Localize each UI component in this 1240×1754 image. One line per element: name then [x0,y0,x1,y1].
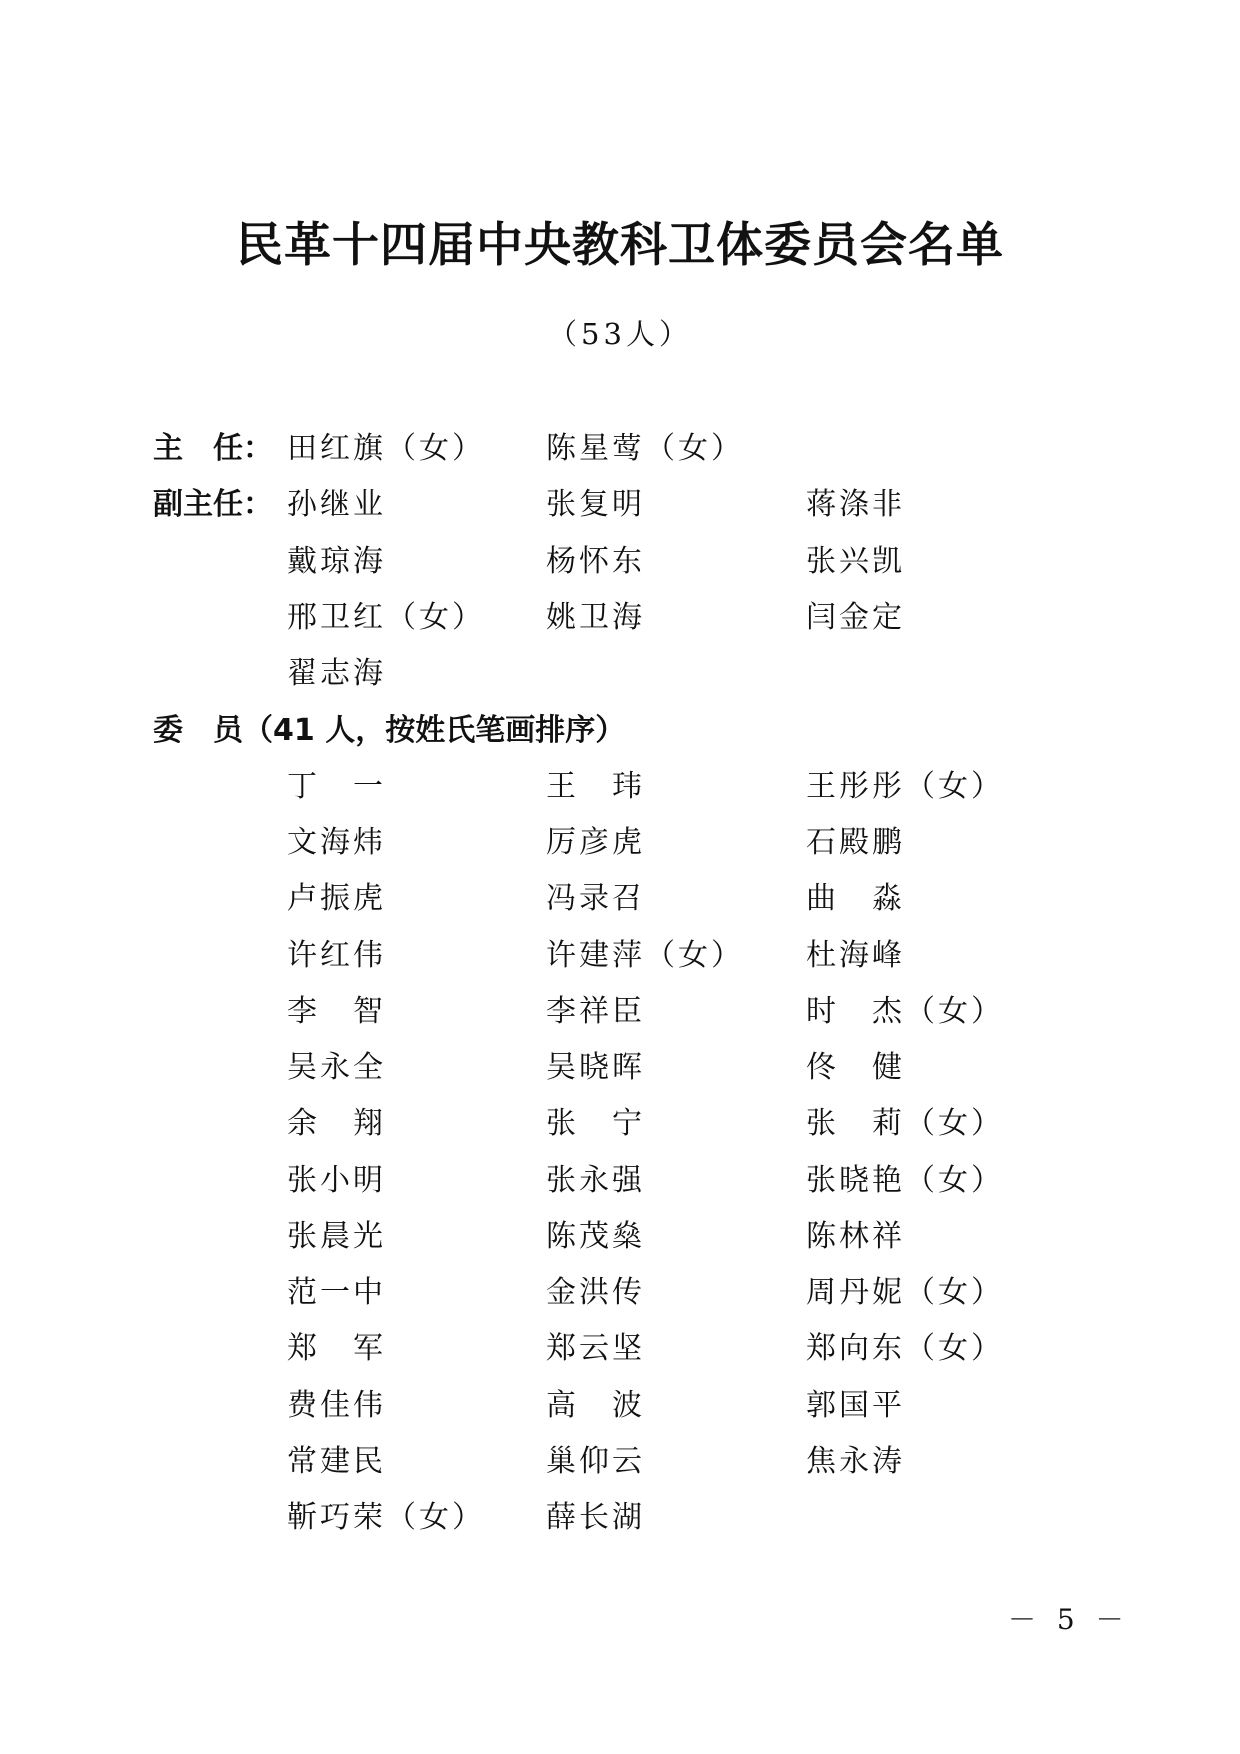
vice-chair-name: 翟志海 [287,656,386,691]
member-name: 高 波 [546,1388,645,1423]
member-name: 佟 健 [806,1050,905,1085]
member-name: 丁 一 [287,769,386,804]
member-name: 李 智 [287,994,386,1029]
member-name: 郑云坚 [546,1331,645,1366]
vice-chair-name: 邢卫红（女） [287,600,485,635]
member-name: 陈林祥 [806,1219,905,1254]
member-name: 张 莉（女） [806,1106,1004,1141]
page-title: 民革十四届中央教科卫体委员会名单 [236,218,1004,273]
member-count: （53人） [548,317,692,351]
vice-chair-name: 张复明 [546,487,645,522]
member-name: 郑 军 [287,1331,386,1366]
member-name: 郑向东（女） [806,1331,1004,1366]
member-name: 余 翔 [287,1106,386,1141]
member-name: 文海炜 [287,825,386,860]
member-name: 张晓艳（女） [806,1163,1004,1198]
chair-label: 主 任： [153,431,273,466]
member-name: 杜海峰 [806,938,905,973]
member-name: 周丹妮（女） [806,1275,1004,1310]
member-name: 张小明 [287,1163,386,1198]
member-name: 常建民 [287,1444,386,1479]
member-name: 李祥臣 [546,994,645,1029]
vice-chair-name: 蒋涤非 [806,487,905,522]
vice-chair-name: 姚卫海 [546,600,645,635]
vice-chair-name: 孙继业 [287,487,386,522]
vice-chair-name: 戴琼海 [287,544,386,579]
member-name: 巢仰云 [546,1444,645,1479]
member-name: 王 玮 [546,769,645,804]
member-name: 冯录召 [546,881,645,916]
member-name: 许红伟 [287,938,386,973]
member-name: 焦永涛 [806,1444,905,1479]
chair-name: 陈星莺（女） [546,431,744,466]
vice-chair-name: 闫金定 [806,600,905,635]
members-label: 委 员（41 人，按姓氏笔画排序） [153,713,626,748]
chair-name: 田红旗（女） [287,431,485,466]
member-name: 卢振虎 [287,881,386,916]
vice-chair-name: 张兴凯 [806,544,905,579]
member-name: 张永强 [546,1163,645,1198]
vice-chair-name: 杨怀东 [546,544,645,579]
member-name: 时 杰（女） [806,994,1004,1029]
member-name: 金洪传 [546,1275,645,1310]
member-name: 张晨光 [287,1219,386,1254]
member-name: 费佳伟 [287,1388,386,1423]
member-name: 范一中 [287,1275,386,1310]
member-name: 吴永全 [287,1050,386,1085]
member-name: 厉彦虎 [546,825,645,860]
member-name: 靳巧荣（女） [287,1500,485,1535]
member-name: 石殿鹏 [806,825,905,860]
member-name: 曲 淼 [806,881,905,916]
member-name: 郭国平 [806,1388,905,1423]
member-name: 王彤彤（女） [806,769,1004,804]
member-name: 陈茂燊 [546,1219,645,1254]
member-name: 吴晓晖 [546,1050,645,1085]
member-name: 许建萍（女） [546,938,744,973]
member-name: 薛长湖 [546,1500,645,1535]
member-name: 张 宁 [546,1106,645,1141]
page-number: － 5 － [1008,1603,1130,1636]
vice-chair-label: 副主任： [153,487,273,522]
